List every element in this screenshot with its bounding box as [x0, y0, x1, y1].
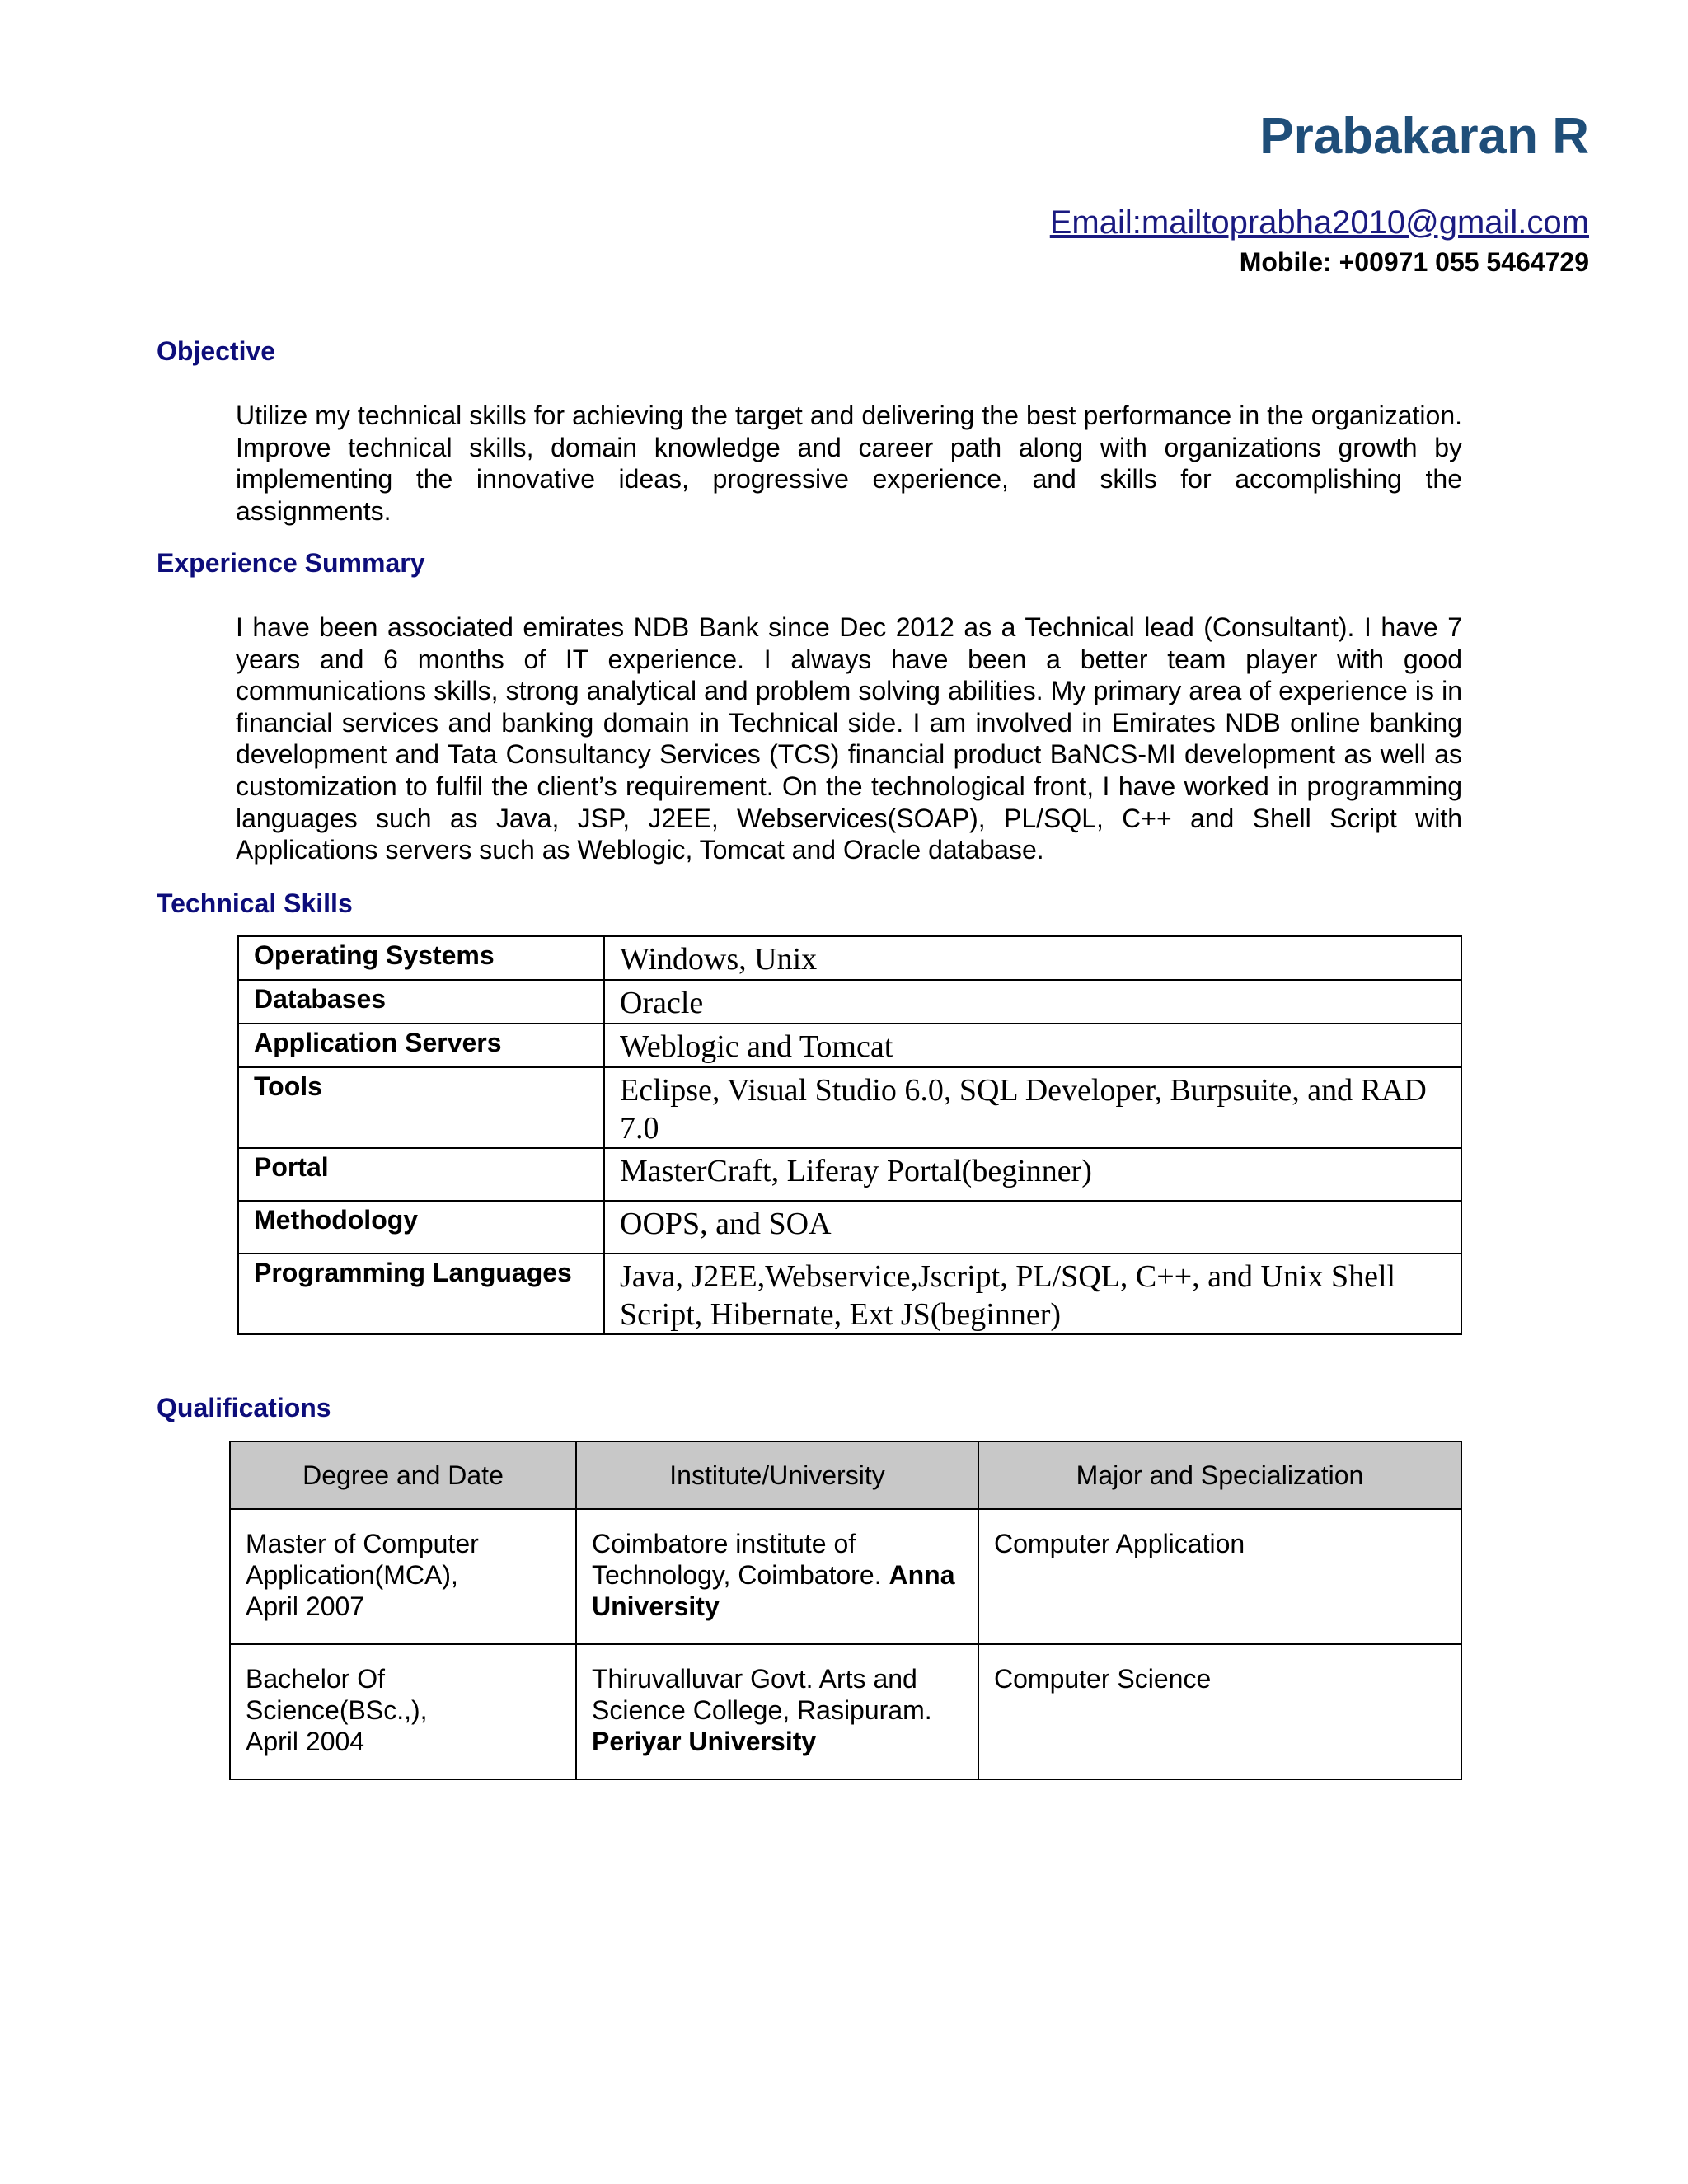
skill-value: Windows, Unix	[604, 936, 1461, 980]
skill-value: OOPS, and SOA	[604, 1201, 1461, 1254]
skill-label: Application Servers	[238, 1024, 604, 1067]
email-link[interactable]: Email:mailtoprabha2010@gmail.com	[1049, 204, 1589, 241]
qualifications-table	[229, 1441, 1462, 1780]
objective-heading: Objective	[157, 336, 276, 366]
skill-row-databases	[238, 980, 1461, 1024]
degree-cell	[230, 1509, 576, 1644]
major-cell: Computer Application	[978, 1509, 1461, 1644]
skill-label: Tools	[238, 1067, 604, 1148]
skill-row-app-servers	[238, 1024, 1461, 1067]
qualification-row-bsc	[230, 1644, 1461, 1779]
skill-row-tools	[238, 1067, 1461, 1148]
skill-value: Oracle	[604, 980, 1461, 1024]
skill-row-languages	[238, 1254, 1461, 1334]
skill-value: MasterCraft, Liferay Portal(beginner)	[604, 1148, 1461, 1201]
column-header-institute: Institute/University	[576, 1441, 978, 1509]
major-cell: Computer Science	[978, 1644, 1461, 1779]
degree-date: April 2007	[246, 1591, 365, 1621]
skill-label: Databases	[238, 980, 604, 1024]
skill-label: Programming Languages	[238, 1254, 604, 1334]
technical-skills-table	[237, 935, 1462, 1335]
objective-text: Utilize my technical skills for achieving the target and delivering the best performance in the organization. Improve technical skills, domain knowledge and career path along with organizations growth by implementing the innovative ideas, progressive experience, and skills for accomplishing the assignments.	[236, 401, 1462, 526]
institute-cell	[576, 1509, 978, 1644]
university-name: Anna University	[592, 1560, 955, 1621]
degree-name: Master of Computer Application(MCA),	[246, 1529, 479, 1590]
degree-date: April 2004	[246, 1727, 365, 1756]
institute-name: Thiruvalluvar Govt. Arts and Science College, Rasipuram.	[592, 1664, 932, 1725]
skill-row-os	[238, 936, 1461, 980]
mobile-number: Mobile: +00971 055 5464729	[1239, 247, 1589, 277]
skill-value: Java, J2EE,Webservice,Jscript, PL/SQL, C++, and Unix Shell Script, Hibernate, Ext JS(beginner)	[604, 1254, 1461, 1334]
experience-heading: Experience Summary	[157, 548, 425, 578]
skill-row-methodology	[238, 1201, 1461, 1254]
experience-text: I have been associated emirates NDB Bank since Dec 2012 as a Technical lead (Consultant). I have 7 years and 6 months of IT experience. I always have been a better team player with good communications skills, strong analytical and problem solving abilities. My primary area of experience is in financial services and banking domain in Technical side. I am involved in Emirates NDB online banking development and Tata Consultancy Services (TCS) financial product BaNCS-MI development as well as customization to fulfil the client’s requirement. On the technological front, I have worked in programming languages such as Java, JSP, J2EE, Webservices(SOAP), PL/SQL, C++ and Shell Script with Applications servers such as Weblogic, Tomcat and Oracle database.	[236, 612, 1462, 865]
university-name: Periyar University	[592, 1727, 817, 1756]
qualification-row-mca	[230, 1509, 1461, 1644]
skill-label: Operating Systems	[238, 936, 604, 980]
qualifications-heading: Qualifications	[157, 1393, 331, 1422]
skill-label: Portal	[238, 1148, 604, 1201]
institute-name: Coimbatore institute of Technology, Coimbatore.	[592, 1529, 882, 1590]
institute-cell	[576, 1644, 978, 1779]
column-header-major: Major and Specialization	[978, 1441, 1461, 1509]
candidate-name: Prabakaran R	[1259, 108, 1589, 165]
skill-row-portal	[238, 1148, 1461, 1201]
skill-value: Eclipse, Visual Studio 6.0, SQL Developer, Burpsuite, and RAD 7.0	[604, 1067, 1461, 1148]
qualifications-header-row	[230, 1441, 1461, 1509]
column-header-degree: Degree and Date	[230, 1441, 576, 1509]
skill-label: Methodology	[238, 1201, 604, 1254]
skills-heading: Technical Skills	[157, 888, 353, 918]
degree-cell	[230, 1644, 576, 1779]
skill-value: Weblogic and Tomcat	[604, 1024, 1461, 1067]
degree-name: Bachelor Of Science(BSc.,),	[246, 1664, 428, 1725]
